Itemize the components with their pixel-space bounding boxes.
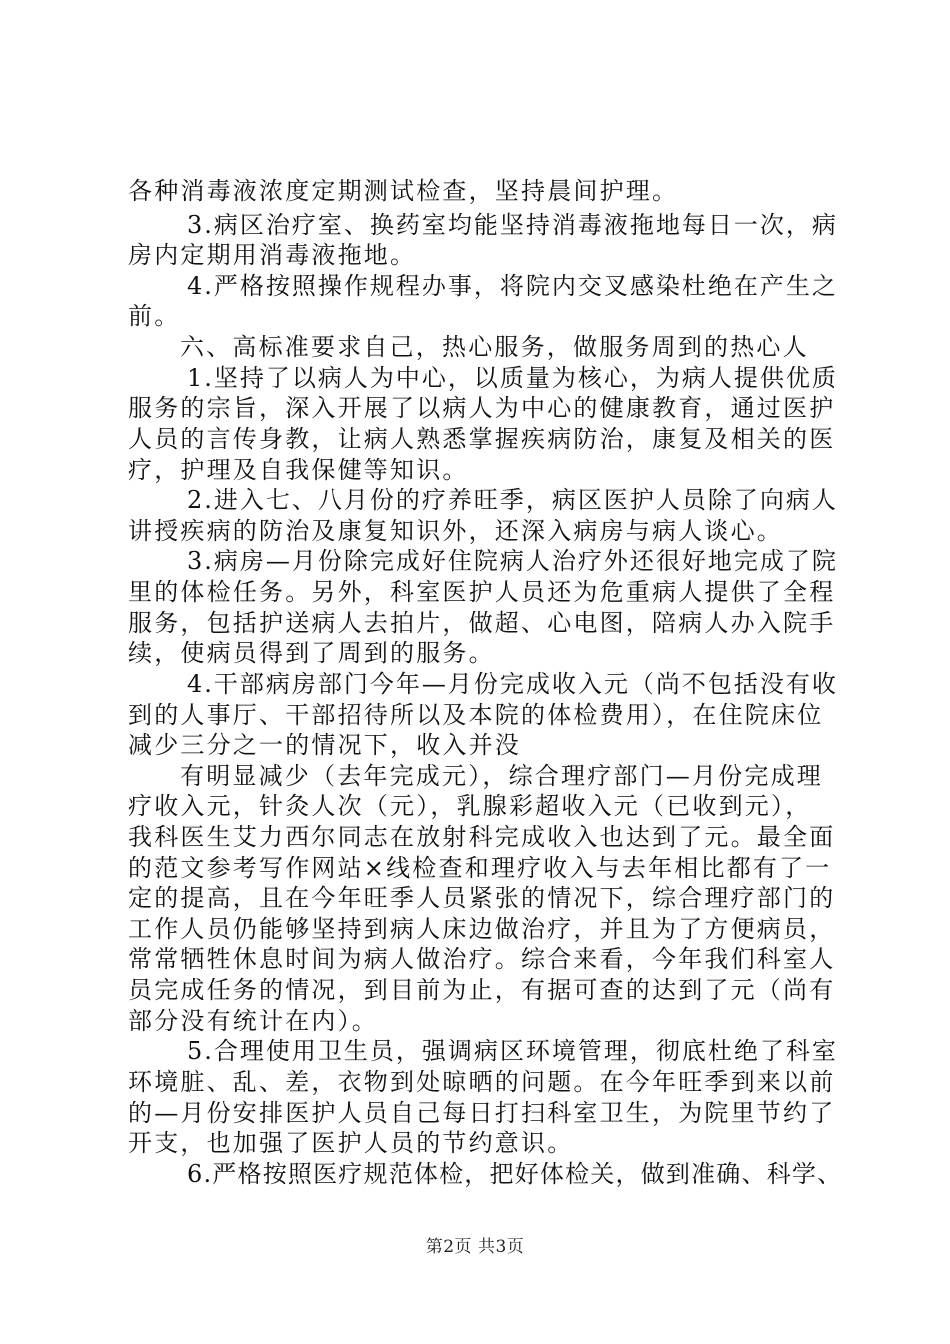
text-line: 有明显减少（去年完成元），综合理疗部门—月份完成理 bbox=[180, 762, 823, 790]
text-line: 3.病房—月份除完成好住院病人治疗外还很好地完成了院 bbox=[187, 547, 838, 575]
text-line: 服务的宗旨，深入开展了以病人为中心的健康教育，通过医护 bbox=[128, 394, 836, 422]
page-footer bbox=[0, 1236, 950, 1258]
text-line: 里的体检任务。另外，科室医护人员还为危重病人提供了全程 bbox=[128, 578, 836, 606]
page-number: 第2页 共3页 bbox=[425, 1237, 525, 1257]
text-line: 的范文参考写作网站×线检查和理疗收入与去年相比都有了一 bbox=[128, 854, 832, 882]
text-line: 定的提高，且在今年旺季人员紧张的情况下，综合理疗部门的 bbox=[128, 884, 836, 912]
text-line: 房内定期用消毒液拖地。 bbox=[128, 241, 417, 269]
text-line: 的—月份安排医护人员自己每日打扫科室卫生，为院里节约了 bbox=[128, 1099, 836, 1127]
text-line: 我科医生艾力西尔同志在放射科完成收入也达到了元。最全面 bbox=[128, 823, 836, 851]
text-line: 环境脏、乱、差，衣物到处晾晒的问题。在今年旺季到来以前 bbox=[128, 1068, 836, 1096]
text-line: 常常牺牲休息时间为病人做治疗。综合来看，今年我们科室人 bbox=[128, 945, 836, 973]
text-line: 4.严格按照操作规程办事，将院内交叉感染杜绝在产生之 bbox=[187, 272, 838, 300]
text-line: 3.病区治疗室、换药室均能坚持消毒液拖地每日一次，病 bbox=[187, 211, 838, 239]
text-line: 开支，也加强了医护人员的节约意识。 bbox=[128, 1129, 574, 1157]
text-line: 人员的言传身教，让病人熟悉掌握疾病防治，康复及相关的医 bbox=[128, 425, 836, 453]
text-line: 6.严格按照医疗规范体检，把好体检关，做到准确、科学、 bbox=[187, 1160, 843, 1188]
text-line: 疗，护理及自我保健等知识。 bbox=[128, 456, 469, 484]
text-line: 讲授疾病的防治及康复知识外，还深入病房与病人谈心。 bbox=[128, 517, 783, 545]
text-line: 续，使病员得到了周到的服务。 bbox=[128, 639, 495, 667]
text-line: 服务，包括护送病人去拍片，做超、心电图，陪病人办入院手 bbox=[128, 609, 836, 637]
text-line: 2.进入七、八月份的疗养旺季，病区医护人员除了向病人 bbox=[187, 486, 838, 514]
text-line: 4.干部病房部门今年—月份完成收入元（尚不包括没有收 bbox=[187, 670, 838, 698]
text-line: 到的人事厅、干部招待所以及本院的体检费用），在住院床位 bbox=[128, 701, 824, 729]
text-line: 疗收入元，针灸人次（元），乳腺彩超收入元（已收到元）， bbox=[128, 792, 812, 820]
text-line: 1.坚持了以病人为中心，以质量为核心，为病人提供优质 bbox=[187, 364, 838, 392]
text-line: 工作人员仍能够坚持到病人床边做治疗，并且为了方便病员， bbox=[128, 915, 836, 943]
text-line: 员完成任务的情况，到目前为止，有据可查的达到了元（尚有 bbox=[128, 976, 836, 1004]
text-line: 各种消毒液浓度定期测试检查，坚持晨间护理。 bbox=[128, 177, 679, 205]
text-line: 部分没有统计在内）。 bbox=[128, 1007, 378, 1035]
text-line: 前。 bbox=[128, 302, 181, 330]
section-heading: 六、高标准要求自己，热心服务，做服务周到的热心人 bbox=[180, 333, 809, 361]
text-line: 减少三分之一的情况下，收入并没 bbox=[128, 731, 521, 759]
text-line: 5.合理使用卫生员，强调病区环境管理，彻底杜绝了科室 bbox=[187, 1037, 838, 1065]
